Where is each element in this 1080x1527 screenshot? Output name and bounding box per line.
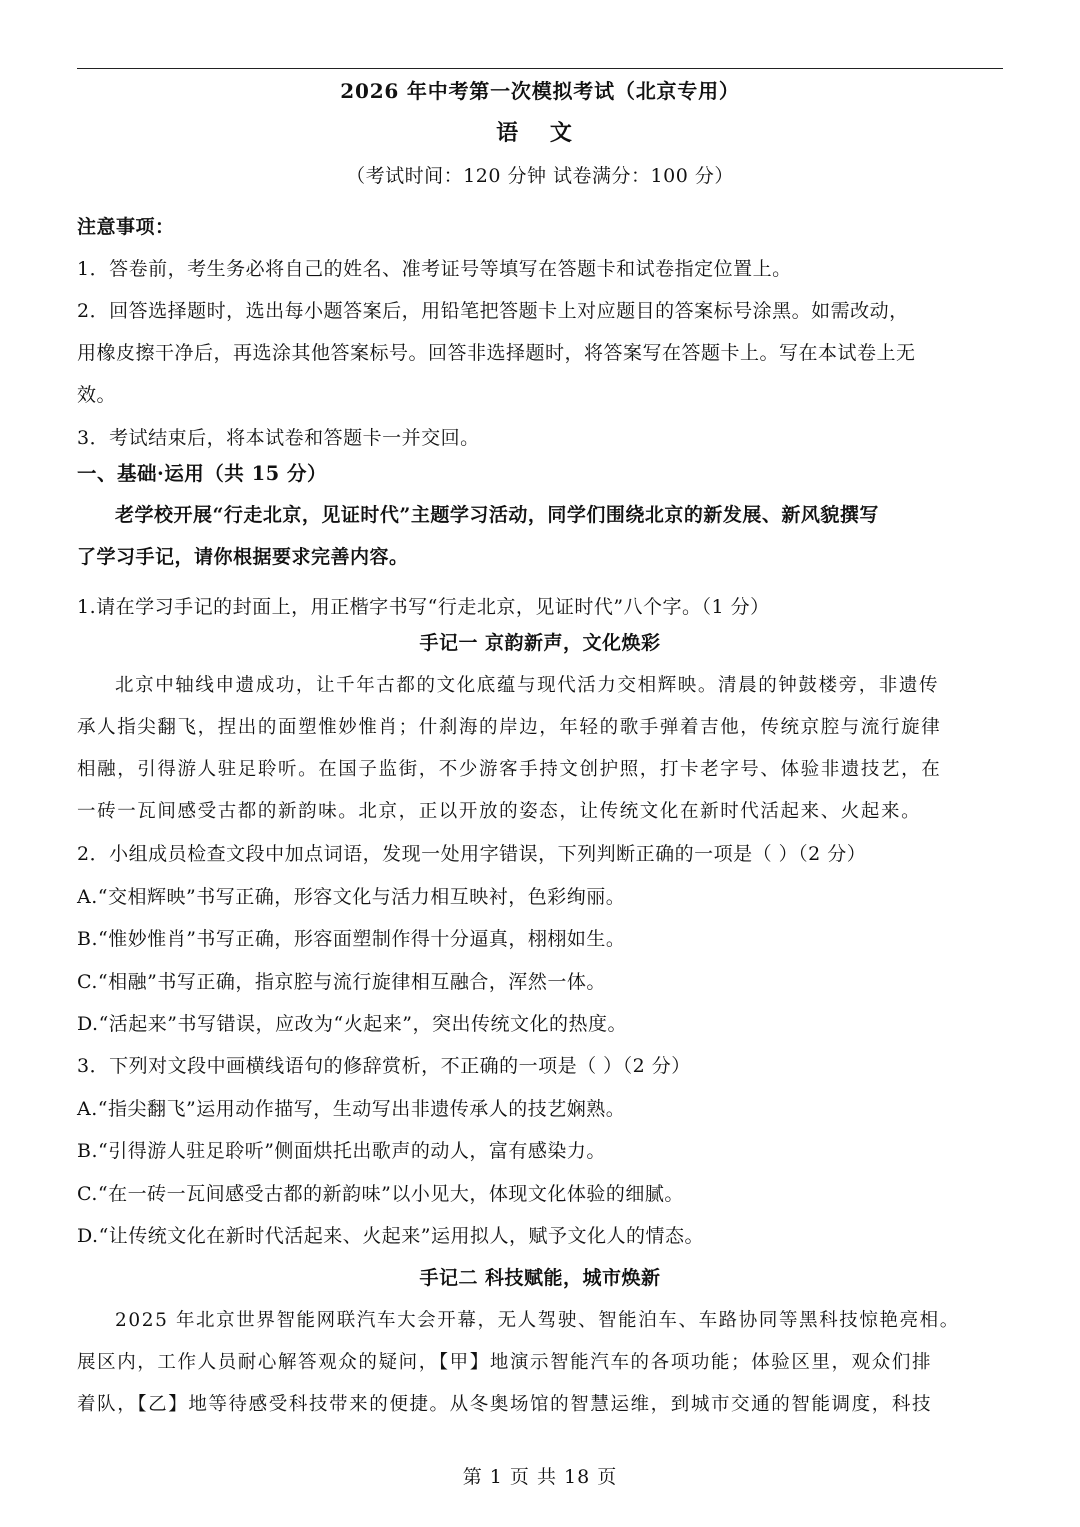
note-1-title: 手记一 京韵新声，文化焕彩 [419,632,661,654]
notes-item-2-line-2: 用橡皮擦干净后，再选涂其他答案标号。回答非选择题时，将答案写在答题卡上。写在本试卷上无 [77,342,916,364]
question-2-option-c: C.“相融”书写正确，指京腔与流行旋律相互融合，浑然一体。 [77,971,606,993]
question-2-stem: 2．小组成员检查文段中加点词语，发现一处用字错误，下列判断正确的一项是（ ）（2 分） [77,843,867,865]
question-2-option-b: B.“惟妙惟肖”书写正确，形容面塑制作得十分逼真，栩栩如生。 [77,928,626,950]
exam-title: 2026 年中考第一次模拟考试（北京专用） [340,79,740,103]
question-2-option-d: D.“活起来”书写错误，应改为“火起来”，突出传统文化的热度。 [77,1013,627,1035]
question-3-option-d: D.“让传统文化在新时代活起来、火起来”运用拟人，赋予文化人的情态。 [77,1225,705,1247]
note-1-passage-line-4: 一砖一瓦间感受古都的新韵味。北京，正以开放的姿态，让传统文化在新时代活起来、火起来。 [77,801,922,822]
subject-title: 语 文 [496,120,584,146]
notes-item-2-line-3: 效。 [77,384,117,406]
question-3-option-b: B.“引得游人驻足聆听”侧面烘托出歌声的动人，富有感染力。 [77,1140,606,1162]
note-2-passage-line-3: 着队，【乙】地等待感受科技带来的便捷。从冬奥场馆的智慧运维，到城市交通的智能调度，科技 [77,1394,933,1415]
section-1-intro-line-2: 了学习手记，请你根据要求完善内容。 [77,546,409,568]
notes-item-3: 3．考试结束后，将本试卷和答题卡一并交回。 [77,427,480,449]
question-3-stem: 3．下列对文段中画横线语句的修辞赏析，不正确的一项是（ ）（2 分） [77,1055,691,1077]
section-1-intro-line-1: 老学校开展“行走北京，见证时代”主题学习活动，同学们围绕北京的新发展、新风貌撰写 [115,504,879,526]
note-2-passage-line-2: 展区内，工作人员耐心解答观众的疑问，【甲】地演示智能汽车的各项功能；体验区里，观众们排 [77,1352,933,1373]
question-2-option-a: A.“交相辉映”书写正确，形容文化与活力相互映衬，色彩绚丽。 [77,886,626,908]
notes-heading: 注意事项： [77,216,175,238]
section-1-heading: 一、基础·运用（共 15 分） [77,462,328,485]
question-1: 1.请在学习手记的封面上，用正楷字书写“行走北京，见证时代”八个字。（1 分） [77,596,770,618]
notes-item-1: 1．答卷前，考生务必将自己的姓名、准考证号等填写在答题卡和试卷指定位置上。 [77,258,792,280]
notes-item-2-line-1: 2．回答选择题时，选出每小题答案后，用铅笔把答题卡上对应题目的答案标号涂黑。如需改动， [77,300,909,322]
note-1-passage-line-1: 北京中轴线申遗成功，让千年古都的文化底蕴与现代活力交相辉映。清晨的钟鼓楼旁，非遗传 [115,675,940,696]
question-3-option-a: A.“指尖翻飞”运用动作描写，生动写出非遗传承人的技艺娴熟。 [77,1098,626,1120]
note-1-passage-line-2: 承人指尖翻飞，捏出的面塑惟妙惟肖；什刹海的岸边，年轻的歌手弹着吉他，传统京腔与流行旋律 [77,717,942,738]
note-1-passage-line-3: 相融，引得游人驻足聆听。在国子监街，不少游客手持文创护照，打卡老字号、体验非遗技艺，在 [77,759,942,780]
note-2-passage-line-1: 2025 年北京世界智能网联汽车大会开幕，无人驾驶、智能泊车、车路协同等黑科技惊艳亮相。 [115,1310,960,1331]
exam-info: （考试时间：120 分钟 试卷满分：100 分） [346,165,734,187]
question-3-option-c: C.“在一砖一瓦间感受古都的新韵味”以小见大，体现文化体验的细腻。 [77,1183,684,1205]
page-number: 第 1 页 共 18 页 [462,1466,618,1488]
top-rule [77,68,1003,69]
note-2-title: 手记二 科技赋能，城市焕新 [419,1267,661,1289]
